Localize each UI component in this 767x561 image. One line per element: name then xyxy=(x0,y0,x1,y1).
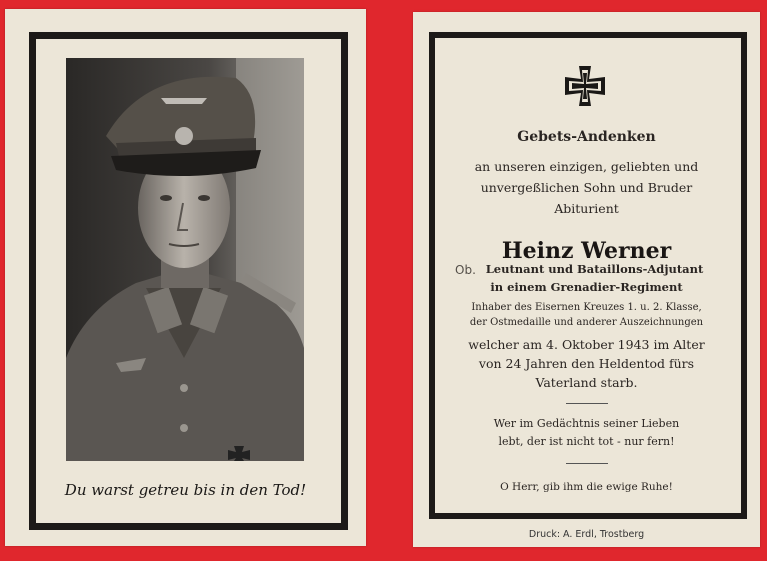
death-line: von 24 Jahren den Heldentod fürs xyxy=(478,356,695,371)
dedication-line: an unseren einzigen, geliebten und xyxy=(474,159,699,174)
memorial-card-back xyxy=(413,12,760,547)
title-line: Abiturient xyxy=(554,201,619,216)
verse-line: lebt, der ist nicht tot - nur fern! xyxy=(498,435,675,448)
rank-line: in einem Grenadier-Regiment xyxy=(490,280,683,294)
memorial-caption: Du warst getreu bis in den Tod! xyxy=(64,481,307,499)
card-heading: Gebets-Andenken xyxy=(517,129,656,145)
death-line: welcher am 4. Oktober 1943 im Alter xyxy=(468,337,705,352)
separator-line xyxy=(566,403,608,404)
iron-cross-icon xyxy=(563,64,607,108)
awards-line: Inhaber des Eisernen Kreuzes 1. u. 2. Klasse, xyxy=(471,302,702,313)
memorial-card-front xyxy=(5,9,366,546)
deceased-name: Heinz Werner xyxy=(501,238,672,264)
verse-line: Wer im Gedächtnis seiner Lieben xyxy=(493,417,680,430)
rank-line: Leutnant und Bataillons-Adjutant xyxy=(485,262,704,276)
soldier-portrait-photo xyxy=(66,58,304,461)
awards-line: der Ostmedaille und anderer Auszeichnungen xyxy=(469,317,704,328)
prayer-line: O Herr, gib ihm die ewige Ruhe! xyxy=(500,481,673,493)
handwritten-annotation: Ob. xyxy=(455,263,476,277)
dedication-line: unvergeßlichen Sohn und Bruder xyxy=(480,180,693,195)
separator-line xyxy=(566,463,608,464)
portrait-image xyxy=(66,58,304,461)
printer-imprint: Druck: A. Erdl, Trostberg xyxy=(528,529,645,540)
death-line: Vaterland starb. xyxy=(535,375,638,390)
